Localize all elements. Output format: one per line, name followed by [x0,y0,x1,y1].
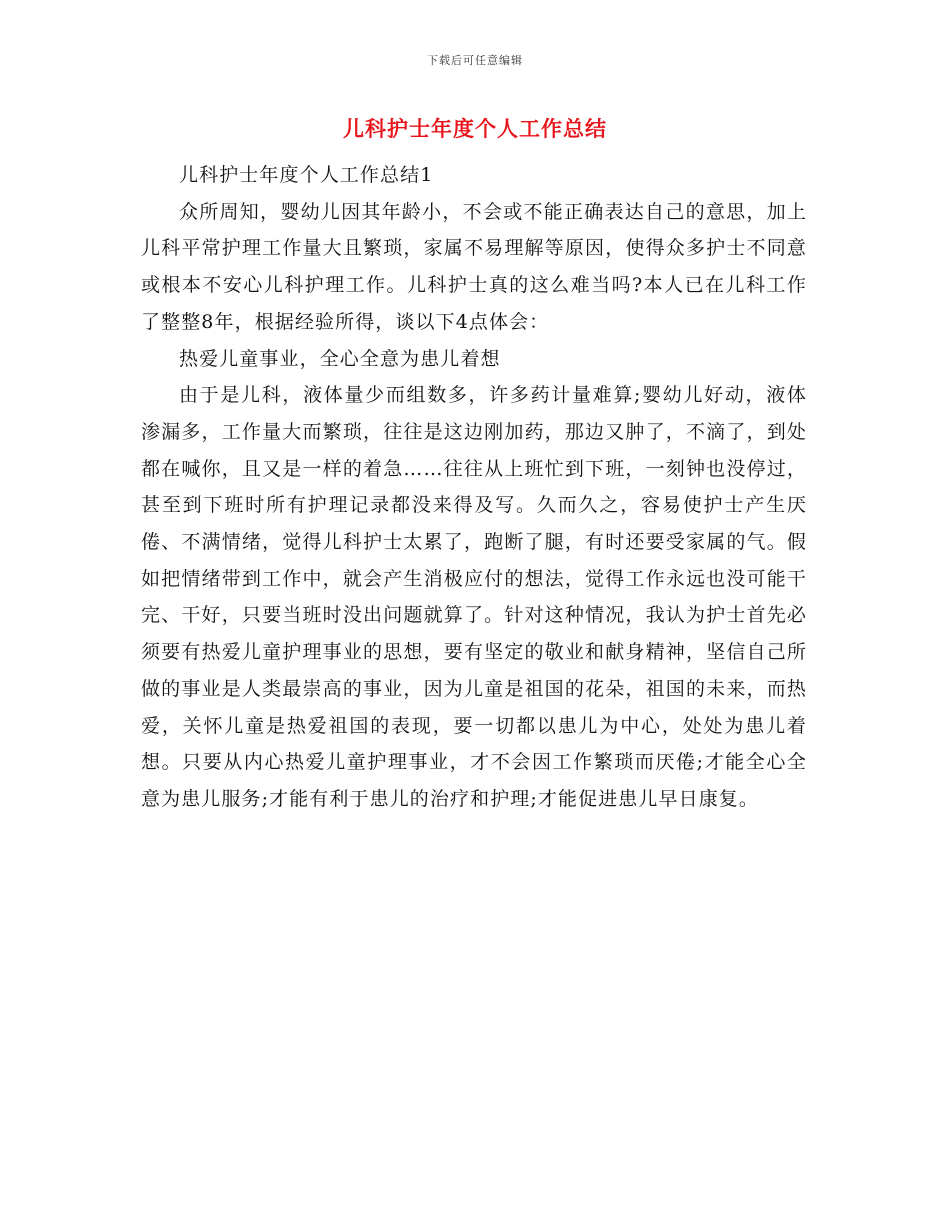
body-paragraph: 众所周知，婴幼儿因其年龄小，不会或不能正确表达自己的意思，加上儿科平常护理工作量大且繁琐，家属不易理解等原因，使得众多护士不同意或根本不安心儿科护理工作。儿科护士真的这么难当吗?本人已在儿科工作了整整8年，根据经验所得，谈以下4点体会： [141,200,807,333]
document-title: 儿科护士年度个人工作总结 [343,117,607,141]
page-header-note: 下载后可任意编辑 [427,54,523,67]
subheading-paragraph: 热爱儿童事业，全心全意为患儿着想 [179,347,501,370]
body-paragraph: 由于是儿科，液体量少而组数多，许多药计量难算;婴幼儿好动，液体渗漏多，工作量大而繁琐，往往是这边刚加药，那边又肿了，不滴了，到处都在喊你，且又是一样的着急……往往从上班忙到下班，一刻钟也没停过，甚至到下班时所有护理记录都没来得及写。久而久之，容易使护士产生厌倦、不满情绪，觉得儿科护士太累了，跑断了腿，有时还要受家属的气。假如把情绪带到工作中，就会产生消极应付的想法，觉得工作永远也没可能干完、干好，只要当班时没出问题就算了。针对这种情况，我认为护士首先必须要有热爱儿童护理事业的思想，要有坚定的敬业和献身精神，坚信自己所做的事业是人类最崇高的事业，因为儿童是祖国的花朵，祖国的未来，而热爱，关怀儿童是热爱祖国的表现，要一切都以患儿为中心，处处为患儿着想。只要从内心热爱儿童护理事业，才不会因工作繁琐而厌倦;才能全心全意为患儿服务;才能有利于患儿的治疗和护理;才能促进患儿早日康复。 [141,384,807,810]
document-body [141,157,807,818]
section-heading: 儿科护士年度个人工作总结1 [179,164,434,186]
